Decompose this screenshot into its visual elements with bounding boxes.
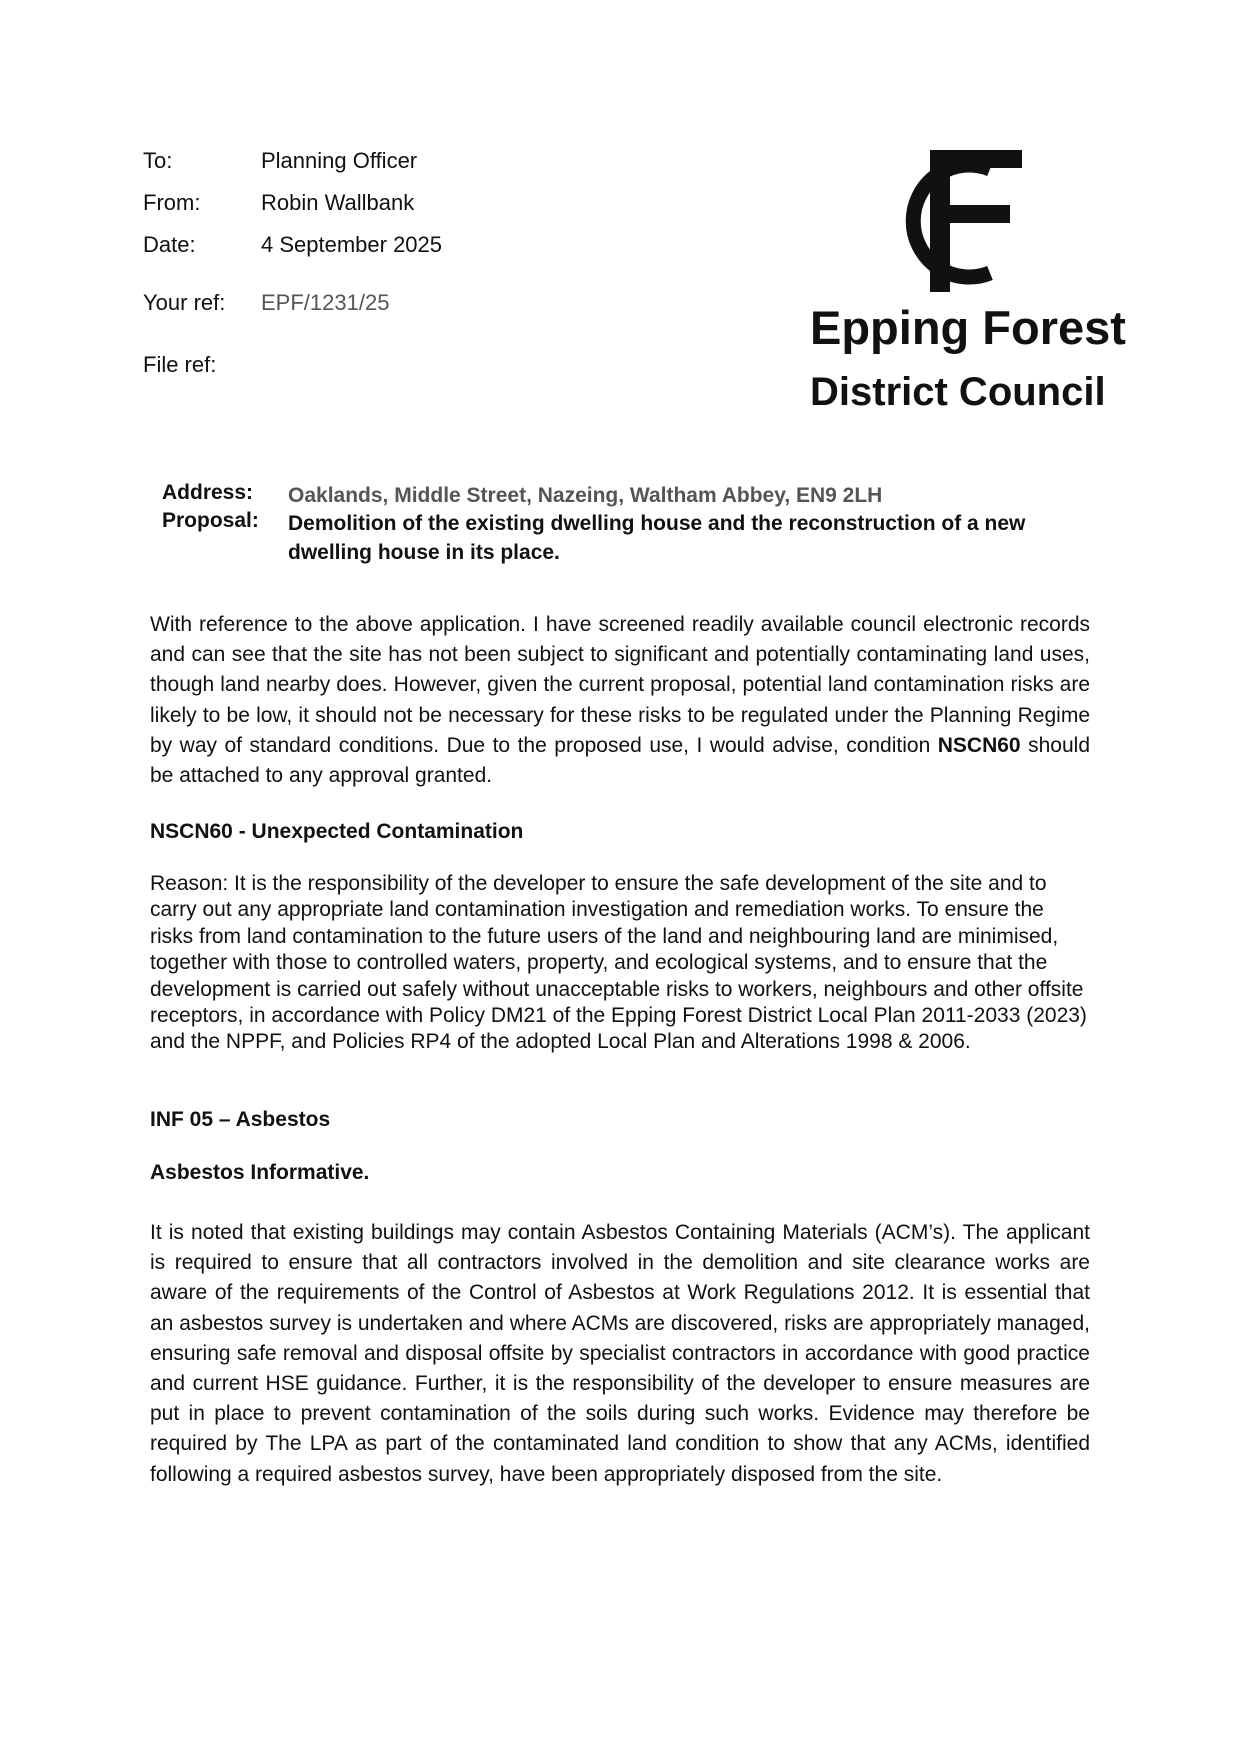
intro-text-before: With reference to the above application. I have screened readily available council electronic records and can see that the site has not been subject to significant and potentially contaminating land uses, though land nearby does. However, given the current proposal, potential land contamination risks are likely to be low, it should not be necessary for these risks to be regulated under the Planning Regime by way of standard conditions. Due to the proposed use, I would advise, condition (150, 613, 1090, 757)
to-value: Planning Officer (261, 148, 418, 173)
proposal-row (162, 509, 1062, 564)
inf05-heading: INF 05 – Asbestos (150, 1108, 331, 1131)
logo-text-line2: District Council (810, 370, 1106, 414)
intro-paragraph (150, 610, 1090, 791)
address-label: Address: (162, 481, 254, 504)
inf05-subheading: Asbestos Informative. (150, 1161, 370, 1184)
proposal-value: Demolition of the existing dwelling house and the reconstruction of a new dwelling house in its place. (288, 512, 1026, 564)
proposal-label: Proposal: (162, 509, 259, 532)
address-value: Oaklands, Middle Street, Nazeing, Waltham Abbey, EN9 2LH (288, 484, 883, 507)
intro-text-after: should be attached to any approval granted. (150, 733, 1090, 788)
date-label: Date: (143, 232, 196, 257)
nscn60-heading: NSCN60 - Unexpected Contamination (150, 820, 524, 843)
intro-condition-code: NSCN60 (937, 733, 1021, 757)
date-value: 4 September 2025 (261, 232, 443, 257)
yourref-value: EPF/1231/25 (261, 290, 390, 315)
council-logo (810, 145, 1160, 425)
logo-text-line1: Epping Forest (810, 301, 1126, 354)
inf05-paragraph: It is noted that existing buildings may contain Asbestos Containing Materials (ACM’s). The applicant is required to ensure that all contractors involved in the demolition and site clearance works are aware of the requirements of the Control of Asbestos at Work Regulations 2012. It is essential that an asbestos survey is undertaken and where ACMs are discovered, risks are appropriately managed, ensuring safe removal and disposal offsite by specialist contractors in accordance with good practice and current HSE guidance. Further, it is the responsibility of the developer to ensure measures are put in place to prevent contamination of the soils during such works. Evidence may therefore be required by The LPA as part of the contaminated land condition to show that any ACMs, identified following a required asbestos survey, have been appropriately disposed from the site. (150, 1221, 1090, 1486)
from-value: Robin Wallbank (261, 190, 415, 215)
to-label: To: (143, 148, 173, 173)
yourref-label: Your ref: (143, 290, 226, 315)
from-label: From: (143, 190, 201, 215)
fileref-label: File ref: (143, 352, 217, 377)
address-row (162, 481, 1062, 509)
nscn60-reason: Reason: It is the responsibility of the developer to ensure the safe development of the site and to carry out any appropriate land contamination investigation and remediation works. To ensure the risks from land contamination to the future users of the land and neighbouring land are minimised, together with those to controlled waters, property, and ecological systems, and to ensure that the development is carried out safely without unacceptable risks to workers, neighbours and other offsite receptors, in accordance with Policy DM21 of the Epping Forest District Local Plan 2011-2033 (2023) and the NPPF, and Policies RP4 of the adopted Local Plan and Alterations 1998 & 2006. (150, 872, 1087, 1054)
application-details (162, 481, 1062, 564)
ef-logo-mark-icon (890, 145, 1025, 297)
